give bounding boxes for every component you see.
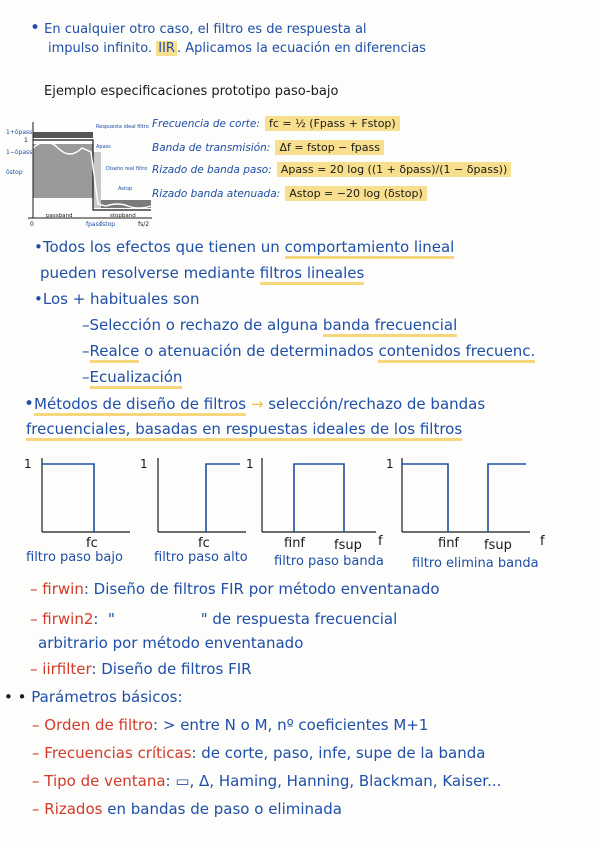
bandstop-x-label: f (540, 534, 545, 549)
dash: – (32, 800, 40, 818)
spec-row-3 (152, 158, 511, 177)
dash: – (82, 342, 90, 360)
bullet-dot: • (4, 688, 13, 706)
bullet-dot: • (34, 238, 43, 256)
example-title: Ejemplo especificaciones prototipo paso-bajo (44, 84, 339, 99)
filter-highpass-sketch (130, 452, 250, 538)
param-ripple-desc: en bandas de paso o eliminada (107, 800, 342, 818)
sub-item-2 (82, 342, 535, 360)
param-critical-freqs-desc: : de corte, paso, infe, supe de la banda (191, 744, 486, 762)
diag-y-label-4: δstop (6, 169, 23, 176)
spec-formula-passband-ripple: Apass = 20 log ((1 + δpass)/(1 − δpass)) (277, 162, 511, 177)
spec-formula-transition: Δf = fstop − fpass (275, 140, 384, 155)
diag-y-label-3: 1−δpass (6, 149, 33, 156)
bandpass-tick-finf: finf (284, 536, 306, 551)
param-critical-freqs (32, 744, 485, 762)
y-tick-1: 1 (246, 457, 254, 471)
bandstop-response (402, 464, 448, 532)
stopband-region (101, 200, 151, 208)
dash: – (32, 716, 40, 734)
intro-text-2b: . Aplicamos la ecuación en diferencias (176, 41, 426, 56)
diag-x-label-4: fs/2 (138, 221, 150, 228)
iirfilter-name: iirfilter (42, 660, 92, 678)
spec-label-passband-ripple: Rizado de banda paso: (152, 164, 272, 176)
spec-label-stopband-ripple: Rizado banda atenuada: (152, 188, 281, 200)
intro-line-2 (48, 41, 426, 56)
filter-bandstop-sketch (380, 452, 540, 538)
firwin-desc: : Diseño de filtros FIR por método enventanado (83, 580, 440, 598)
dash: – (32, 744, 40, 762)
intro-text-1: En cualquier otro caso, el filtro es de respuesta al (44, 22, 367, 37)
diag-y-label-1: 1+δpass (6, 129, 33, 136)
bandpass-tick-fsup: fsup (334, 538, 362, 553)
diag-annotation-3: Diseño real filtro (106, 166, 148, 172)
bandpass-x-label: f (378, 534, 383, 549)
sub1-text: Selección o rechazo de alguna (89, 316, 319, 334)
spec-row-4 (152, 182, 427, 201)
function-firwin2 (30, 610, 397, 628)
y-tick-1: 1 (140, 457, 148, 471)
lowpass-spec-diagram (6, 118, 154, 230)
sub1-underlined: banda frecuencial (323, 316, 457, 337)
sub2-text: o atenuación de determinados (144, 342, 374, 360)
caption-lowpass: filtro paso bajo (26, 550, 123, 565)
spec-formula-stopband-ripple: Astop = −20 log (δstop) (285, 186, 427, 201)
sub-item-1 (82, 316, 457, 334)
intro-text-2a: impulso infinito. (48, 41, 153, 56)
b1-underlined-2: filtros lineales (260, 264, 365, 285)
firwin2-desc: : " " de respuesta frecuencial (93, 610, 398, 628)
params-title (4, 688, 183, 706)
firwin-name: firwin (42, 580, 84, 598)
y-tick-1: 1 (24, 457, 32, 471)
y-tick-1: 1 (386, 457, 394, 471)
caption-bandstop: filtro elimina banda (412, 556, 539, 571)
bandstop-tick-fsup: fsup (484, 538, 512, 553)
param-window-type (32, 772, 501, 790)
param-critical-freqs-name: Frecuencias críticas (44, 744, 192, 762)
caption-bandpass: filtro paso banda (274, 554, 384, 569)
sub2-underlined-2: contenidos frecuenc. (378, 342, 535, 363)
bullet-dot: • (34, 290, 43, 308)
dash: – (30, 610, 38, 628)
dash: – (82, 368, 90, 386)
passband-top-bar (33, 132, 93, 138)
highpass-response (206, 464, 240, 532)
bandstop-tick-finf: finf (438, 536, 460, 551)
bullet-1-line-1 (34, 238, 454, 256)
diag-band-label-1: passband (46, 213, 73, 219)
b2-text: Los + habituales son (42, 290, 200, 308)
param-window-type-desc: : ▭, Δ, Haming, Hanning, Blackman, Kaiser... (165, 772, 502, 790)
function-firwin2-line-2: arbitrario por método enventanado (38, 634, 304, 652)
b3-underlined: Métodos de diseño de filtros (34, 395, 246, 416)
highpass-tick-fc: fc (198, 536, 210, 551)
filter-lowpass-sketch (14, 452, 134, 538)
sub2-underlined-1: Realce (90, 342, 140, 363)
sub3-underlined: Ecualización (90, 368, 183, 389)
bandpass-response (294, 464, 344, 532)
filter-bandpass-sketch (240, 452, 380, 538)
diag-x-label-2: fpass (86, 221, 102, 228)
lowpass-tick-fc: fc (86, 536, 98, 551)
b1-text-2: pueden resolverse mediante (40, 264, 255, 282)
iirfilter-desc: : Diseño de filtros FIR (91, 660, 252, 678)
diag-y-label-2: 1 (24, 137, 28, 144)
diag-annotation-4: Astop (118, 186, 133, 192)
param-order-name: Orden de filtro (44, 716, 154, 734)
arrow-icon: → (250, 395, 264, 413)
iir-highlight: IIR (158, 41, 175, 56)
bullet-dot: • (30, 18, 41, 38)
dash: – (30, 660, 38, 678)
function-firwin (30, 580, 440, 598)
param-window-type-name: Tipo de ventana (44, 772, 166, 790)
caption-highpass: filtro paso alto (154, 550, 248, 565)
sub-item-3 (82, 368, 182, 386)
bandstop-response-2 (488, 464, 526, 532)
b3-text-2: frecuenciales, basadas en respuestas ideales de los filtros (26, 420, 462, 441)
spec-row-2 (152, 136, 384, 155)
diag-annotation-2: Apass (96, 144, 111, 150)
b1-underlined: comportamiento lineal (285, 238, 455, 259)
param-ripple (32, 800, 342, 818)
diag-annotation-1: Respuesta ideal filtro (96, 124, 149, 130)
bullet-dot: • (17, 688, 27, 706)
intro-line-1 (30, 18, 367, 38)
diag-x-label-1: 0 (30, 221, 34, 228)
b3-text: selección/rechazo de bandas (268, 395, 486, 413)
firwin2-name: firwin2 (42, 610, 94, 628)
spec-label-transition: Banda de transmisión: (152, 142, 271, 154)
spec-formula-cutoff: fc = ½ (Fpass + Fstop) (265, 116, 400, 131)
param-order (32, 716, 428, 734)
bullet-dot: • (24, 394, 35, 414)
spec-label-cutoff: Frecuencia de corte: (152, 118, 260, 130)
function-iirfilter (30, 660, 252, 678)
b1-text: Todos los efectos que tienen un (42, 238, 280, 256)
diag-band-label-2: stopband (110, 213, 136, 219)
param-order-desc: : > entre N o M, nº coeficientes M+1 (153, 716, 429, 734)
dash: – (32, 772, 40, 790)
bullet-2 (34, 290, 200, 308)
dash: – (30, 580, 38, 598)
dash: – (82, 316, 90, 334)
param-ripple-name: Rizados (44, 800, 103, 818)
bullet-3-line-1 (24, 394, 485, 414)
bullet-1-line-2 (40, 264, 364, 282)
lowpass-response (42, 464, 94, 532)
spec-row-1 (152, 112, 400, 131)
diag-x-label-3: fstop (100, 221, 116, 228)
bullet-3-line-2 (26, 420, 462, 438)
params-title-text: Parámetros básicos: (31, 688, 183, 706)
